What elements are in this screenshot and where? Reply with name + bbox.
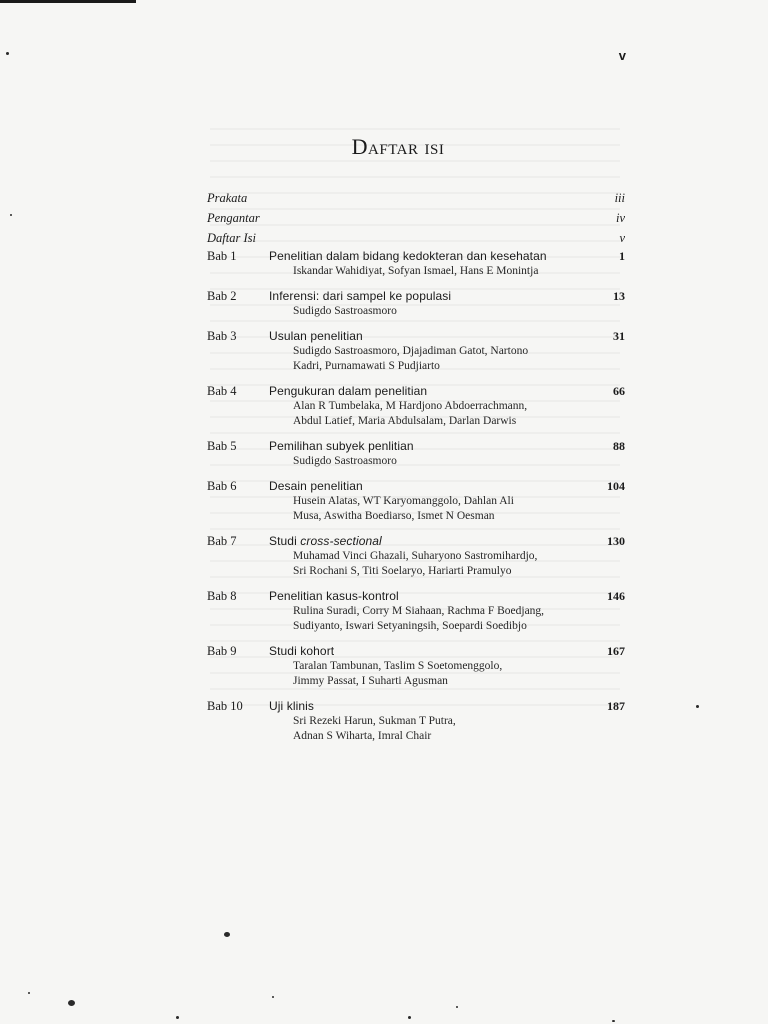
chapter-body — [269, 588, 585, 634]
chapter-title: Usulan penelitian — [269, 329, 363, 343]
chapter-number: Bab 4 — [207, 384, 237, 398]
scan-speck — [176, 1016, 179, 1019]
toc-chapter-entry — [207, 328, 625, 374]
chapter-list — [207, 248, 625, 744]
chapter-number: Bab 7 — [207, 534, 237, 548]
toc-front-label: Pengantar — [207, 211, 260, 225]
toc-front-entry — [207, 208, 625, 228]
chapter-body — [269, 248, 585, 279]
scan-speck — [6, 52, 9, 55]
toc-chapter-entry — [207, 643, 625, 689]
chapter-title-italic: cross-sectional — [300, 534, 382, 548]
chapter-number: Bab 8 — [207, 589, 237, 603]
chapter-body — [269, 288, 585, 319]
table-of-contents — [207, 188, 625, 753]
chapter-body — [269, 478, 585, 524]
scan-speck — [696, 705, 699, 708]
chapter-number: Bab 1 — [207, 249, 237, 263]
chapter-authors: Sudigdo Sastroasmoro, Djajadiman Gatot, Nartono — [293, 345, 529, 357]
chapter-authors: Rulina Suradi, Corry M Siahaan, Rachma F Boedjang, — [293, 605, 545, 617]
chapter-title — [269, 533, 585, 549]
chapter-page: 187 — [607, 699, 625, 713]
chapter-title: Pengukuran dalam penelitian — [269, 384, 428, 398]
toc-chapter-entry — [207, 383, 625, 429]
toc-chapter-entry — [207, 533, 625, 579]
chapter-page: 66 — [613, 384, 625, 398]
toc-chapter-entry — [207, 438, 625, 469]
toc-front-entry — [207, 228, 625, 248]
chapter-page: 88 — [613, 439, 625, 453]
scan-speck — [224, 932, 230, 937]
chapter-title: Penelitian kasus-kontrol — [269, 589, 399, 603]
chapter-body — [269, 383, 585, 429]
scan-speck — [456, 1006, 458, 1008]
chapter-number: Bab 9 — [207, 644, 237, 658]
chapter-title: Studi kohort — [269, 644, 335, 658]
front-matter — [207, 188, 625, 248]
chapter-authors: Alan R Tumbelaka, M Hardjono Abdoerrachmann, — [293, 400, 528, 412]
chapter-title: Desain penelitian — [269, 479, 363, 493]
chapter-authors: Sudigdo Sastroasmoro — [293, 455, 397, 467]
chapter-number: Bab 5 — [207, 439, 237, 453]
toc-chapter-entry — [207, 248, 625, 279]
scan-speck — [68, 1000, 75, 1006]
page-title: Daftar isi — [351, 134, 445, 159]
chapter-authors: Sudigdo Sastroasmoro — [293, 305, 397, 317]
chapter-body — [269, 438, 585, 469]
chapter-number: Bab 10 — [207, 699, 243, 713]
chapter-number: Bab 6 — [207, 479, 237, 493]
toc-front-entry — [207, 188, 625, 208]
chapter-authors: Sri Rezeki Harun, Sukman T Putra, — [293, 715, 456, 727]
toc-front-page: v — [619, 231, 625, 245]
chapter-title-prefix: Studi — [269, 534, 301, 548]
chapter-title: Penelitian dalam bidang kedokteran dan kesehatan — [269, 249, 547, 263]
chapter-authors: Jimmy Passat, I Suharti Agusman — [293, 675, 448, 687]
toc-chapter-entry — [207, 288, 625, 319]
chapter-body — [269, 643, 585, 689]
chapter-title: Inferensi: dari sampel ke populasi — [269, 289, 452, 303]
toc-chapter-entry — [207, 588, 625, 634]
page-number: v — [618, 48, 626, 63]
chapter-authors: Muhamad Vinci Ghazali, Suharyono Sastromihardjo, — [293, 550, 538, 562]
chapter-authors: Iskandar Wahidiyat, Sofyan Ismael, Hans E Monintja — [293, 265, 539, 277]
toc-front-page: iv — [615, 211, 625, 225]
chapter-title: Uji klinis — [269, 699, 315, 713]
chapter-number: Bab 2 — [207, 289, 237, 303]
chapter-authors: Taralan Tambunan, Taslim S Soetomenggolo, — [293, 660, 503, 672]
chapter-page: 31 — [613, 329, 625, 343]
chapter-page: 146 — [607, 589, 625, 603]
chapter-authors: Abdul Latief, Maria Abdulsalam, Darlan Darwis — [293, 415, 517, 427]
scan-speck — [10, 214, 12, 216]
scan-speck — [612, 1020, 615, 1022]
chapter-body — [269, 533, 585, 579]
chapter-page: 13 — [613, 289, 625, 303]
chapter-page: 167 — [607, 644, 625, 658]
scan-edge — [0, 0, 136, 3]
chapter-authors: Husein Alatas, WT Karyomanggolo, Dahlan Ali — [293, 495, 514, 507]
toc-front-page: iii — [614, 191, 625, 205]
chapter-page: 104 — [607, 479, 625, 493]
scan-speck — [28, 992, 30, 994]
scan-speck — [272, 996, 274, 998]
chapter-authors: Sudiyanto, Iswari Setyaningsih, Soepardi Soedibjo — [293, 620, 527, 632]
chapter-authors: Adnan S Wiharta, Imral Chair — [293, 730, 432, 742]
chapter-body — [269, 698, 585, 744]
chapter-number: Bab 3 — [207, 329, 237, 343]
chapter-page: 1 — [619, 249, 625, 263]
chapter-authors: Musa, Aswitha Boediarso, Ismet N Oesman — [293, 510, 495, 522]
toc-chapter-entry — [207, 478, 625, 524]
toc-front-label: Daftar Isi — [207, 231, 256, 245]
chapter-authors: Kadri, Purnamawati S Pudjiarto — [293, 360, 440, 372]
scan-speck — [408, 1016, 411, 1019]
chapter-body — [269, 328, 585, 374]
toc-chapter-entry — [207, 698, 625, 744]
chapter-authors: Sri Rochani S, Titi Soelaryo, Hariarti Pramulyo — [293, 565, 512, 577]
chapter-page: 130 — [607, 534, 625, 548]
chapter-title: Pemilihan subyek penlitian — [269, 439, 414, 453]
toc-front-label: Prakata — [207, 191, 248, 205]
